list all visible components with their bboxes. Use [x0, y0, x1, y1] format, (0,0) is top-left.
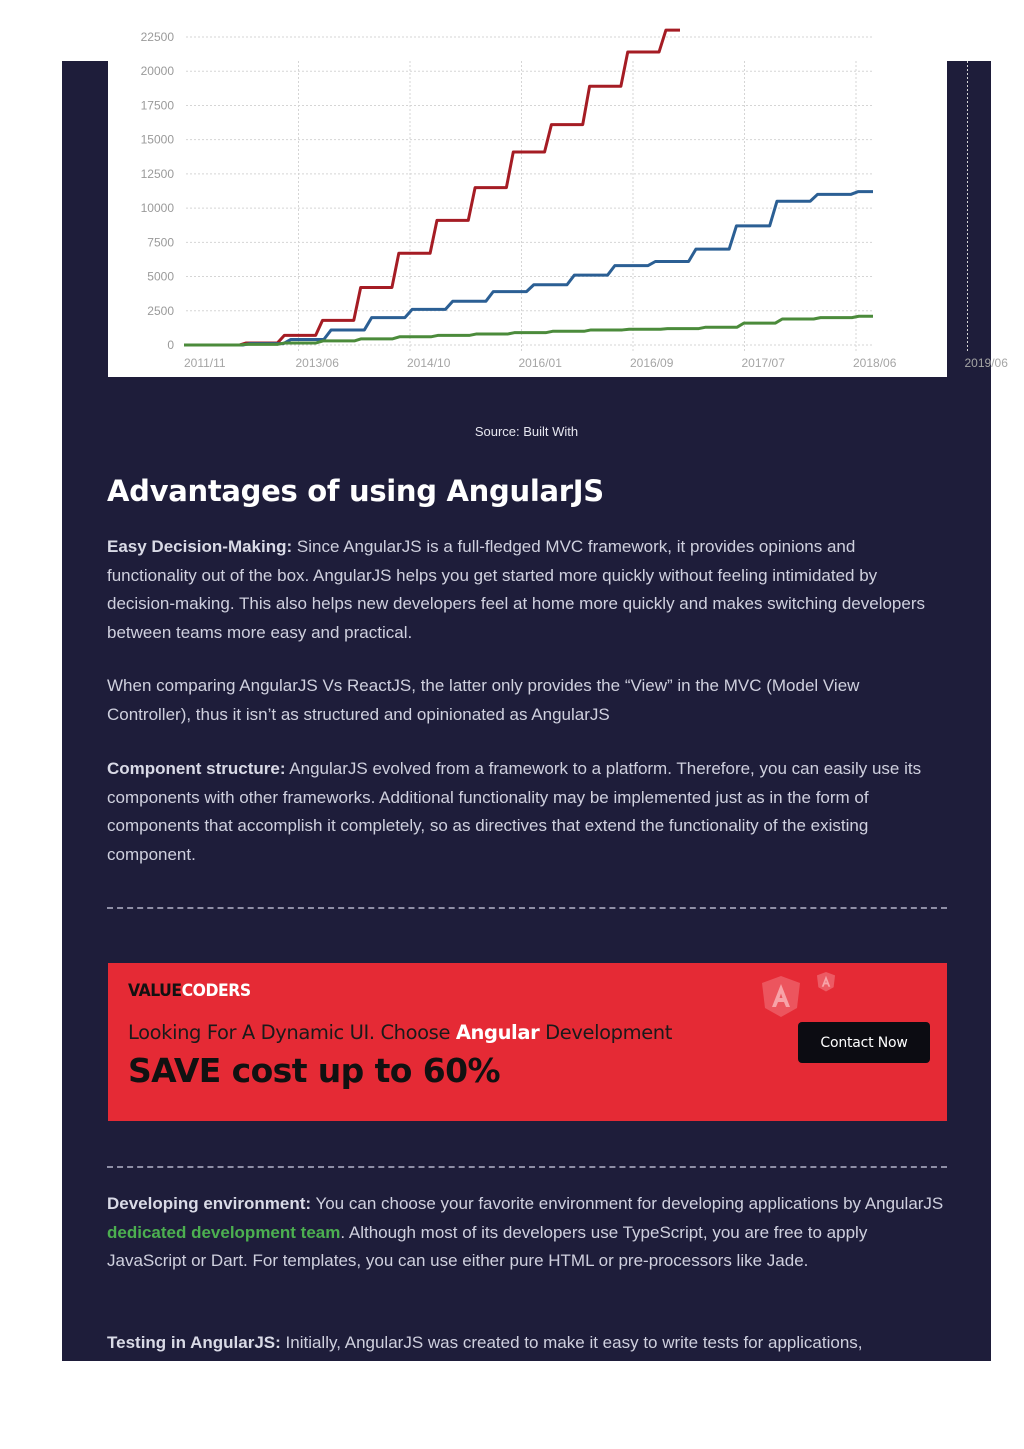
- x-tick-label: 2016/01: [518, 356, 562, 370]
- tagline-highlight: Angular: [455, 1021, 540, 1044]
- dedicated-team-link[interactable]: dedicated development team: [107, 1222, 341, 1242]
- y-tick-label: 7500: [147, 235, 174, 250]
- y-tick-label: 5000: [147, 269, 174, 284]
- chart-svg: [108, 30, 1008, 377]
- chart-caption: Source: Built With: [474, 424, 579, 439]
- logo-part-value: VALUE: [128, 981, 182, 1001]
- y-tick-label: 2500: [147, 303, 174, 318]
- section-heading: Advantages of using AngularJS: [107, 474, 604, 508]
- paragraph-comparison: [107, 672, 947, 729]
- angular-small-logo-icon: [816, 971, 836, 993]
- x-tick-label: 2011/11: [184, 356, 226, 370]
- divider-bottom: [107, 1166, 947, 1168]
- y-tick-label: 0: [167, 338, 174, 352]
- x-tick-label: 2016/09: [630, 356, 674, 370]
- x-tick-label: 2017/07: [741, 356, 785, 370]
- x-tick-label: 2013/06: [295, 356, 339, 370]
- series-line: [184, 30, 680, 345]
- y-tick-label: 17500: [140, 98, 174, 113]
- banner-save-text: SAVE cost up to 60%: [128, 1051, 500, 1090]
- y-tick-label: 22500: [140, 30, 174, 44]
- y-tick-label: 10000: [140, 201, 174, 216]
- paragraph-text: Since AngularJS is a full-fledged MVC framework, it provides opinions and functionality out of the box. AngularJS helps you get started more quickly without feeling intimidated by decision-making. This also helps new developers feel at home more quickly and makes switching developers between teams more easy and practical.: [107, 537, 925, 642]
- paragraph-developing-environment: [107, 1190, 947, 1276]
- tagline-text-end: Development: [539, 1021, 672, 1044]
- banner-tagline: [128, 1021, 672, 1044]
- y-tick-label: 12500: [140, 166, 174, 181]
- paragraph-text: Initially, AngularJS was created to make it easy to write tests for applications,: [280, 1333, 863, 1352]
- angular-logo-icon: [760, 975, 802, 1019]
- promo-banner[interactable]: [108, 963, 947, 1121]
- paragraph-text: When comparing AngularJS Vs ReactJS, the latter only provides the “View” in the MVC (Model View Controller), thus it isn’t as structured and opinionated as AngularJS: [107, 676, 860, 724]
- y-tick-label: 15000: [140, 132, 174, 147]
- logo-part-coders: CODERS: [181, 981, 251, 1001]
- usage-chart: [108, 30, 1008, 377]
- x-tick-label: 2018/06: [853, 356, 897, 370]
- paragraph-label: Easy Decision-Making:: [107, 537, 293, 556]
- x-tick-label: 2014/10: [407, 356, 451, 370]
- y-tick-label: 20000: [140, 64, 174, 79]
- paragraph-decision-making: [107, 533, 947, 647]
- x-tick-label: 2019/06: [964, 356, 1008, 370]
- paragraph-text: You can choose your favorite environment for developing applications by AngularJS: [311, 1194, 944, 1213]
- paragraph-component-structure: [107, 755, 947, 869]
- tagline-text: Looking For A Dynamic UI. Choose: [128, 1021, 456, 1044]
- paragraph-testing: [107, 1329, 947, 1358]
- divider-top: [107, 907, 947, 909]
- paragraph-label: Testing in AngularJS:: [107, 1333, 281, 1352]
- paragraph-text: AngularJS evolved from a framework to a platform. Therefore, you can easily use its components with other frameworks. Additional functionality may be implemented just as in the form of components that accomplish it completely, so as directives that extend the functionality of the existing component.: [107, 759, 922, 864]
- contact-now-button[interactable]: Contact Now: [798, 1022, 930, 1063]
- paragraph-label: Component structure:: [107, 759, 286, 778]
- paragraph-label: Developing environment:: [107, 1194, 312, 1213]
- paragraph-text-end: . Although most of its developers use TypeScript, you are free to apply JavaScript or Dart. For templates, you can use either pure HTML or pre-processors like Jade.: [107, 1222, 868, 1270]
- valuecoders-logo: [128, 981, 251, 1001]
